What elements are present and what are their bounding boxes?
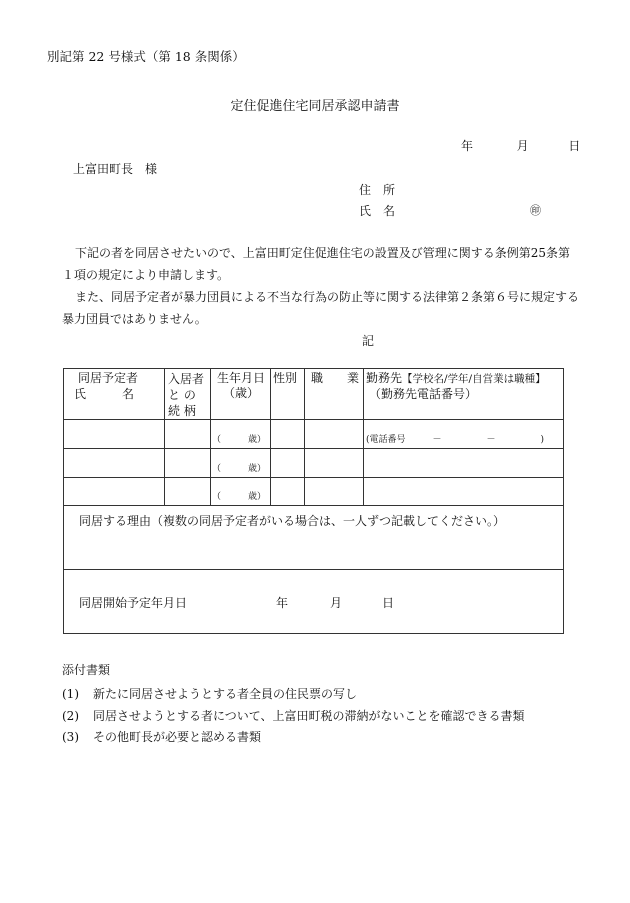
attachment-item [62,685,357,702]
attachment-text: 新たに同居させようとする者全員の住民票の写し [93,687,358,701]
date-month-label: 月 [516,139,529,153]
phone-cell: (電話番号 － － ) [366,435,545,445]
start-month-label: 月 [330,596,343,610]
attachment-text: その他町長が必要と認める書類 [93,730,262,744]
header-workplace-note: 【学校名/学年/自営業は職種】 [402,373,546,385]
header-relation: 入居者 と の 続 柄 [168,372,205,418]
date-day-label: 日 [568,139,581,153]
age-cell: （ 歳） [212,464,267,474]
date-year-label: 年 [461,139,474,153]
date-line [461,137,580,154]
cohabitant-table [63,368,564,634]
attachment-number: (3) [62,730,79,744]
applicant-address-label: 住 所 [359,183,396,197]
header-workplace-phone: （勤務先電話番号） [369,387,478,401]
document-title: 定住促進住宅同居承認申請書 [230,99,400,114]
applicant-name-label: 氏 名 [359,204,396,218]
header-birthdate: 生年月日 （歳） [216,371,265,400]
age-cell: （ 歳） [212,492,267,502]
header-occupation: 職 業 [311,371,360,385]
attachment-item [62,728,261,745]
seal-mark: ㊞ [530,204,541,217]
age-cell: （ 歳） [212,435,267,445]
attachment-number: (2) [62,709,79,723]
start-date-label: 同居開始予定年月日 [79,596,188,610]
header-workplace-prefix: 勤務先 [366,371,403,385]
header-name-line1: 同居予定者 [78,371,139,385]
header-gender: 性別 [273,371,298,385]
attachment-number: (1) [62,687,79,701]
start-year-label: 年 [276,596,289,610]
start-day-label: 日 [382,596,395,610]
request-paragraph: 下記の者を同居させたいので、上富田町定住促進住宅の設置及び管理に関する条例第25条第１項の規定により申請します。 [62,246,571,282]
header-workplace [366,371,546,387]
header-name-line2: 氏 名 [74,387,135,401]
addressee: 上富田町長 様 [73,162,158,176]
attachment-text: 同居させようとする者について、上富田町税の滞納がないことを確認できる書類 [93,709,525,723]
declaration-paragraph: また、同居予定者が暴力団員による不当な行為の防止等に関する法律第２条第６号に規定する暴力団員ではありません。 [62,290,580,326]
attachment-item [62,707,525,724]
attachments-heading: 添付書類 [62,663,111,677]
reason-label: 同居する理由（複数の同居予定者がいる場合は、一人ずつ記載してください。） [79,514,506,528]
form-number: 別記第 22 号様式（第 18 条関係） [47,49,245,64]
ki-heading: 記 [361,334,374,348]
